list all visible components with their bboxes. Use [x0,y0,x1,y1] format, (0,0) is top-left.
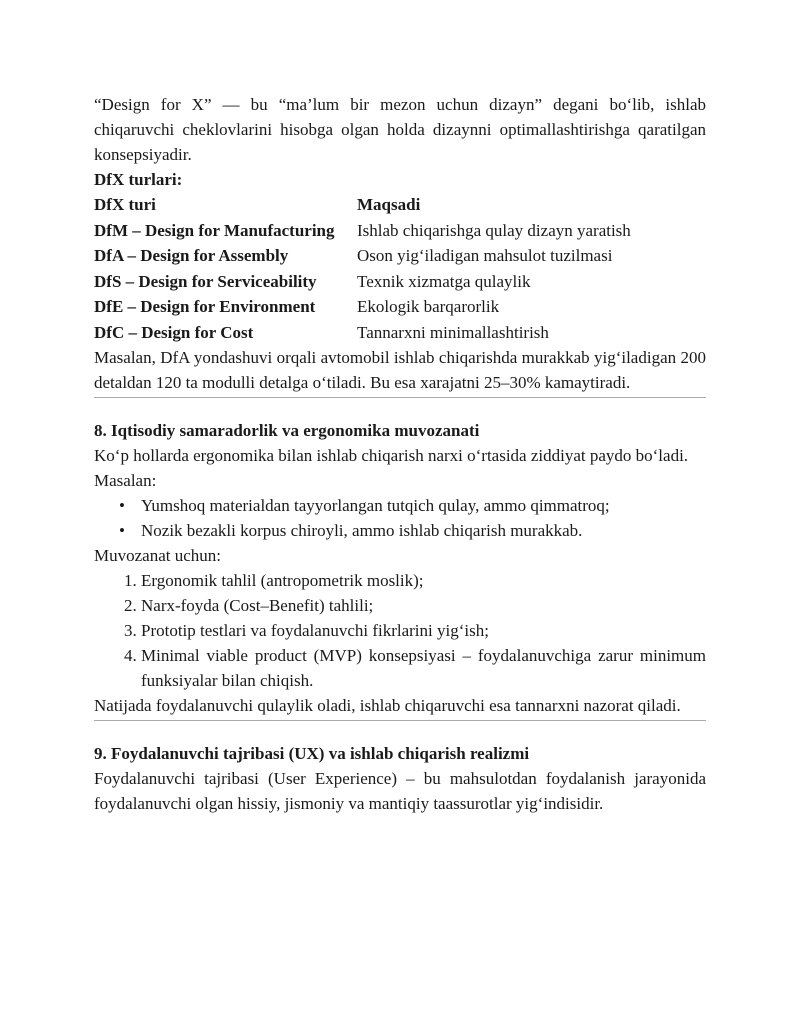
table-header-row [94,192,631,218]
table-cell-type: DfE – Design for Environment [94,297,316,316]
table-row [94,269,631,295]
list-item [141,593,706,618]
list-item-text: 2. Narx-foyda (Cost–Benefit) tahlili; [141,596,374,615]
list-item [141,568,706,593]
table-cell-type: DfC – Design for Cost [94,322,254,342]
table-cell-purpose: Ishlab chiqarishga qulay dizayn yaratish [357,220,631,240]
table-header-cell: DfX turi [94,195,156,214]
section-9-paragraph: Foydalanuvchi tajribasi (User Experience) – bu mahsulotdan foydalanish jarayonida foydalanuvchi olgan hissiy, jismoniy va mantiqiy taassurotlar yig‘indisidir. [94,769,706,813]
table-row [94,218,631,244]
table-cell-purpose: Texnik xizmatga qulaylik [357,271,531,291]
dfa-example-paragraph: Masalan, DfA yondashuvi orqali avtomobil ishlab chiqarishda murakkab yig‘iladigan 200 detaldan 120 ta modulli detalga o‘tiladi. Bu esa xarajatni 25–30% kamaytiradi. [94,348,706,392]
table-cell-type: DfA – Design for Assembly [94,246,289,265]
section-divider [94,720,706,721]
intro-paragraph: “Design for X” — bu “ma’lum bir mezon uchun dizayn” degani bo‘lib, ishlab chiqaruvchi cheklovlarini hisobga olgan holda dizaynni optimallashtirishga qaratilgan konsepsiyadir. [94,95,706,164]
list-item-text: Yumshoq materialdan tayyorlangan tutqich qulay, ammo qimmatroq; [141,496,610,515]
list-item-text: 3. Prototip testlari va foydalanuvchi fikrlarini yig‘ish; [141,621,489,640]
list-item [141,643,706,693]
table-cell-purpose: Ekologik barqarorlik [357,297,500,316]
list-item-text: 4. Minimal viable product (MVP) konsepsiyasi – foydalanuvchiga zarur minimum funksiyalar bilan chiqish. [141,646,706,690]
table-header-cell: Maqsadi [357,195,421,214]
section-9-title: 9. Foydalanuvchi tajribasi (UX) va ishlab chiqarish realizmi [94,744,530,763]
section-8-paragraph: Ko‘p hollarda ergonomika bilan ishlab chiqarish narxi o‘rtasida ziddiyat paydo bo‘ladi. [94,446,689,465]
bullet-list [94,493,706,543]
list-item [119,493,706,518]
dfx-table [94,192,631,345]
numbered-list [94,568,706,693]
list-item-text: 1. Ergonomik tahlil (antropometrik moslik); [141,571,424,590]
table-cell-type: DfS – Design for Serviceability [94,271,317,291]
bullet-icon: • [119,521,125,540]
section-8-conclusion: Natijada foydalanuvchi qulaylik oladi, ishlab chiqaruvchi esa tannarxni nazorat qiladi. [94,696,681,715]
table-row [94,243,631,269]
bullet-icon: • [119,496,125,515]
example-label: Masalan: [94,471,157,490]
table-cell-type: DfM – Design for Manufacturing [94,220,335,240]
table-cell-purpose: Oson yig‘iladigan mahsulot tuzilmasi [357,246,613,265]
list-item-text: Nozik bezakli korpus chiroyli, ammo ishlab chiqarish murakkab. [141,521,583,540]
balance-label: Muvozanat uchun: [94,546,221,565]
section-divider [94,397,706,398]
table-row [94,320,631,346]
table-row [94,294,631,320]
table-cell-purpose: Tannarxni minimallashtirish [357,322,549,342]
list-item [119,518,706,543]
list-item [141,618,706,643]
section-8-title: 8. Iqtisodiy samaradorlik va ergonomika muvozanati [94,421,480,440]
dfx-heading: DfX turlari: [94,170,183,189]
